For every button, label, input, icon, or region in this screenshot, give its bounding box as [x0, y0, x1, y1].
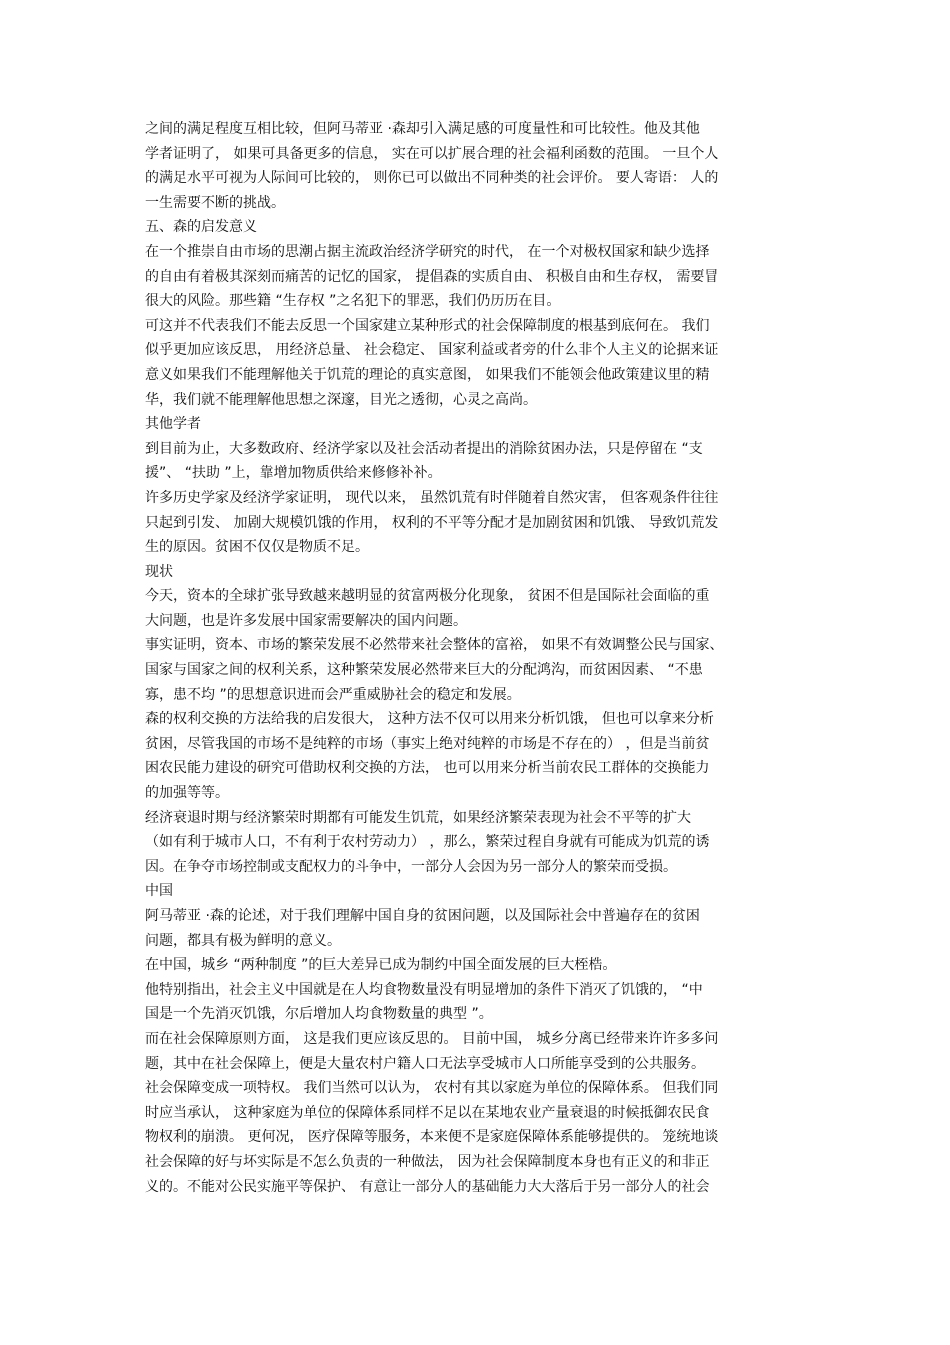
- text-line: 义的。不能对公民实施平等保护、 有意让一部分人的基础能力大大落后于另一部分人的社会: [145, 1178, 710, 1195]
- text-line: 生的原因。贫困不仅仅是物质不足。: [145, 539, 369, 556]
- text-line: 其他学者: [145, 416, 201, 433]
- text-line: 援”、 “扶助 ”上，靠增加物质供给来修修补补。: [145, 465, 442, 482]
- text-line: 物权利的崩溃。 更何况， 医疗保障等服务，本来便不是家庭保障体系能够提供的。 笼统地谈: [145, 1129, 719, 1146]
- text-line: 问题，都具有极为鲜明的意义。: [145, 932, 341, 949]
- text-line: 一生需要不断的挑战。: [145, 194, 285, 211]
- text-line: 寡，患不均 ”的思想意识进而会严重威胁社会的稳定和发展。: [145, 686, 521, 703]
- text-line: 社会保障的好与坏实际是不怎么负责的一种做法， 因为社会保障制度本身也有正义的和非正: [145, 1153, 710, 1170]
- text-line: 森的权利交换的方法给我的启发很大， 这种方法不仅可以用来分析饥饿， 但也可以拿来分析: [145, 711, 714, 728]
- document-body: [145, 117, 810, 1199]
- text-line: 大问题，也是许多发展中国家需要解决的国内问题。: [145, 612, 467, 629]
- text-line: 只起到引发、 加剧大规模饥饿的作用， 权利的不平等分配才是加剧贫困和饥饿、 导致饥荒发: [145, 514, 719, 531]
- text-line: 很大的风险。那些籍 “生存权 ”之名犯下的罪恶，我们仍历历在目。: [145, 293, 561, 310]
- text-line: 困农民能力建设的研究可借助权利交换的方法， 也可以用来分析当前农民工群体的交换能力: [145, 760, 710, 777]
- text-line: 而在社会保障原则方面， 这是我们更应该反思的。 目前中国， 城乡分离已经带来许许多多问: [145, 1030, 719, 1047]
- text-line: 事实证明，资本、市场的繁荣发展不必然带来社会整体的富裕， 如果不有效调整公民与国家、: [145, 637, 724, 654]
- text-line: 现状: [145, 563, 173, 580]
- text-line: 中国: [145, 883, 173, 900]
- text-line: 的满足水平可视为人际间可比较的， 则你已可以做出不同种类的社会评价。 要人寄语： 人的: [145, 170, 719, 187]
- text-line: 经济衰退时期与经济繁荣时期都有可能发生饥荒，如果经济繁荣表现为社会不平等的扩大: [145, 809, 691, 826]
- text-line: 贫困，尽管我国的市场不是纯粹的市场（事实上绝对纯粹的市场是不存在的） ，但是当前贫: [145, 735, 710, 752]
- text-line: 许多历史学家及经济学家证明， 现代以来， 虽然饥荒有时伴随着自然灾害， 但客观条件往往: [145, 489, 719, 506]
- text-line: 在一个推崇自由市场的思潮占据主流政治经济学研究的时代， 在一个对极权国家和缺少选择: [145, 243, 710, 260]
- text-line: 华，我们就不能理解他思想之深邃，目光之透彻，心灵之高尚。: [145, 391, 537, 408]
- text-line: 到目前为止，大多数政府、经济学家以及社会活动者提出的消除贫困办法，只是停留在 “支: [145, 440, 703, 457]
- text-line: 意义如果我们不能理解他关于饥荒的理论的真实意图， 如果我们不能领会他政策建议里的精: [145, 366, 710, 383]
- text-line: 他特别指出，社会主义中国就是在人均食物数量没有明显增加的条件下消灭了饥饿的， “中: [145, 981, 703, 998]
- text-line: 阿马蒂亚 ·森的论述，对于我们理解中国自身的贫困问题，以及国际社会中普遍存在的贫困: [145, 908, 700, 924]
- text-line: 社会保障变成一项特权。 我们当然可以认为， 农村有其以家庭为单位的保障体系。 但我们同: [145, 1080, 719, 1097]
- text-line: 今天，资本的全球扩张导致越来越明显的贫富两极分化现象， 贫困不但是国际社会面临的重: [145, 588, 710, 605]
- text-line: （如有利于城市人口，不有利于农村劳动力） ，那么，繁荣过程自身就有可能成为饥荒的诱: [145, 834, 710, 851]
- text-line: 因。在争夺市场控制或支配权力的斗争中，一部分人会因为另一部分人的繁荣而受损。: [145, 858, 677, 875]
- text-line: 国家与国家之间的权利关系，这种繁荣发展必然带来巨大的分配鸿沟，而贫困因素、 “不患: [145, 662, 703, 679]
- text-line: 似乎更加应该反思， 用经济总量、 社会稳定、 国家利益或者旁的什么非个人主义的论据来证: [145, 342, 719, 359]
- text-line: 之间的满足程度互相比较，但阿马蒂亚 ·森却引入满足感的可度量性和可比较性。他及其他: [145, 121, 700, 137]
- text-line: 学者证明了， 如果可具备更多的信息， 实在可以扩展合理的社会福利函数的范围。 一旦个人: [145, 145, 719, 162]
- text-line: 可这并不代表我们不能去反思一个国家建立某种形式的社会保障制度的根基到底何在。 我们: [145, 317, 710, 334]
- text-line: 在中国，城乡 “两种制度 ”的巨大差异已成为制约中国全面发展的巨大桎梏。: [145, 957, 617, 974]
- text-line: 五、森的启发意义: [145, 219, 257, 236]
- text-line: 的自由有着极其深刻而痛苦的记忆的国家， 提倡森的实质自由、 积极自由和生存权， 需要冒: [145, 268, 719, 285]
- text-line: 的加强等等。: [145, 785, 229, 802]
- text-line: 时应当承认， 这种家庭为单位的保障体系同样不足以在某地农业产量衰退的时候抵御农民食: [145, 1104, 710, 1121]
- text-line: 国是一个先消灭饥饿，尔后增加人均食物数量的典型 ”。: [145, 1006, 493, 1023]
- text-line: 题，其中在社会保障上，便是大量农村户籍人口无法享受城市人口所能享受到的公共服务。: [145, 1055, 705, 1072]
